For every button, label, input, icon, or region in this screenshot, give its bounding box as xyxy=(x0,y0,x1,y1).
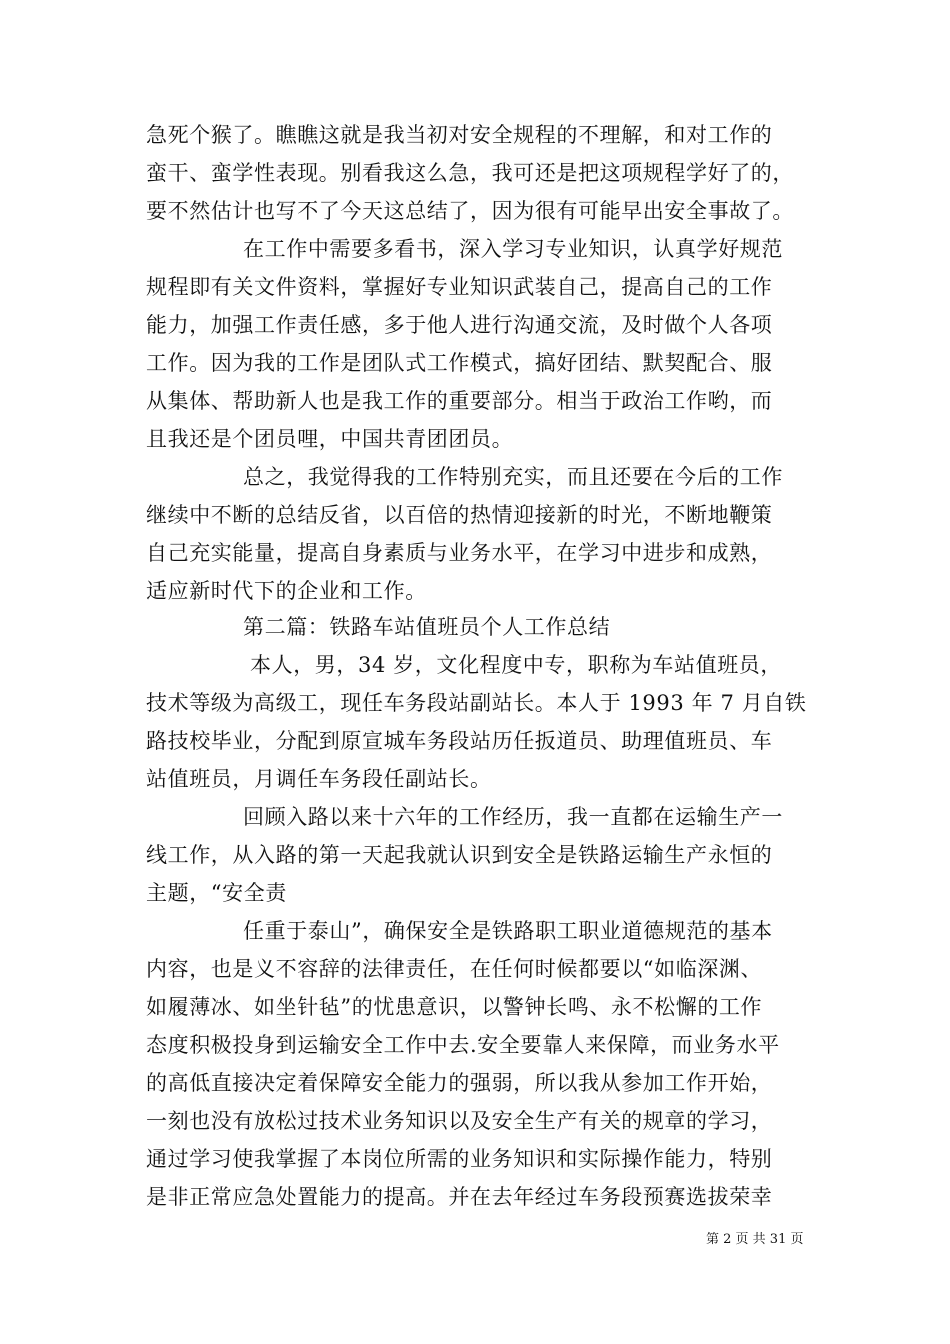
body-text-line: 技术等级为高级工，现任车务段站副站长。本人于 1993 年 7 月自铁 xyxy=(146,691,807,715)
body-text-line: 要不然估计也写不了今天这总结了，因为很有可能早出安全事故了。 xyxy=(146,199,794,223)
body-text-line: 蛮干、蛮学性表现。别看我这么急，我可还是把这项规程学好了的， xyxy=(146,161,794,185)
body-text-line: 通过学习使我掌握了本岗位所需的业务知识和实际操作能力，特别 xyxy=(146,1147,773,1171)
paragraph-start-line: 回顾入路以来十六年的工作经历，我一直都在运输生产一 xyxy=(243,805,783,829)
body-text-line: 是非正常应急处置能力的提高。并在去年经过车务段预赛选拔荣幸 xyxy=(146,1185,773,1209)
body-text-line: 自己充实能量，提高自身素质与业务水平，在学习中进步和成熟， xyxy=(146,541,773,565)
body-text-line: 内容，也是义不容辞的法律责任，在任何时候都要以“如临深渊、 xyxy=(146,957,763,981)
body-text-line: 一刻也没有放松过技术业务知识以及安全生产有关的规章的学习， xyxy=(146,1109,773,1133)
body-text-line: 且我还是个团员哩，中国共青团团员。 xyxy=(146,427,514,451)
body-text-line: 站值班员，月调任车务段任副站长。 xyxy=(146,767,492,791)
paragraph-start-line: 本人，男，34 岁，文化程度中专，职称为车站值班员， xyxy=(250,653,782,677)
body-text-line: 急死个猴了。瞧瞧这就是我当初对安全规程的不理解，和对工作的 xyxy=(146,123,773,147)
body-text-line: 线工作，从入路的第一天起我就认识到安全是铁路运输生产永恒的 xyxy=(146,843,773,867)
body-text-line: 的高低直接决定着保障安全能力的强弱，所以我从参加工作开始， xyxy=(146,1071,773,1095)
body-text-line: 态度积极投身到运输安全工作中去.安全要靠人来保障，而业务水平 xyxy=(146,1033,780,1057)
body-text-line: 从集体、帮助新人也是我工作的重要部分。相当于政治工作哟，而 xyxy=(146,389,773,413)
body-text-line: 路技校毕业，分配到原宣城车务段站历任扳道员、助理值班员、车 xyxy=(146,729,773,753)
page-number-footer: 第 2 页 共 31 页 xyxy=(706,1232,804,1247)
paragraph-start-line: 任重于泰山”，确保安全是铁路职工职业道德规范的基本 xyxy=(243,919,773,943)
body-text-line: 适应新时代下的企业和工作。 xyxy=(146,579,427,603)
body-text-line: 继续中不断的总结反省，以百倍的热情迎接新的时光，不断地鞭策 xyxy=(146,503,773,527)
body-text-line: 能力，加强工作责任感，多于他人进行沟通交流，及时做个人各项 xyxy=(146,313,773,337)
section-heading: 第二篇：铁路车站值班员个人工作总结 xyxy=(243,615,611,639)
body-text-line: 主题，“安全责 xyxy=(146,881,287,905)
body-text-line: 规程即有关文件资料，掌握好专业知识武装自己，提高自己的工作 xyxy=(146,275,773,299)
body-text-line: 工作。因为我的工作是团队式工作模式，搞好团结、默契配合、服 xyxy=(146,351,773,375)
body-text-line: 如履薄冰、如坐针毡”的忧患意识，以警钟长鸣、永不松懈的工作 xyxy=(146,995,763,1019)
paragraph-start-line: 在工作中需要多看书，深入学习专业知识，认真学好规范 xyxy=(243,237,783,261)
paragraph-start-line: 总之，我觉得我的工作特别充实，而且还要在今后的工作 xyxy=(243,465,783,489)
